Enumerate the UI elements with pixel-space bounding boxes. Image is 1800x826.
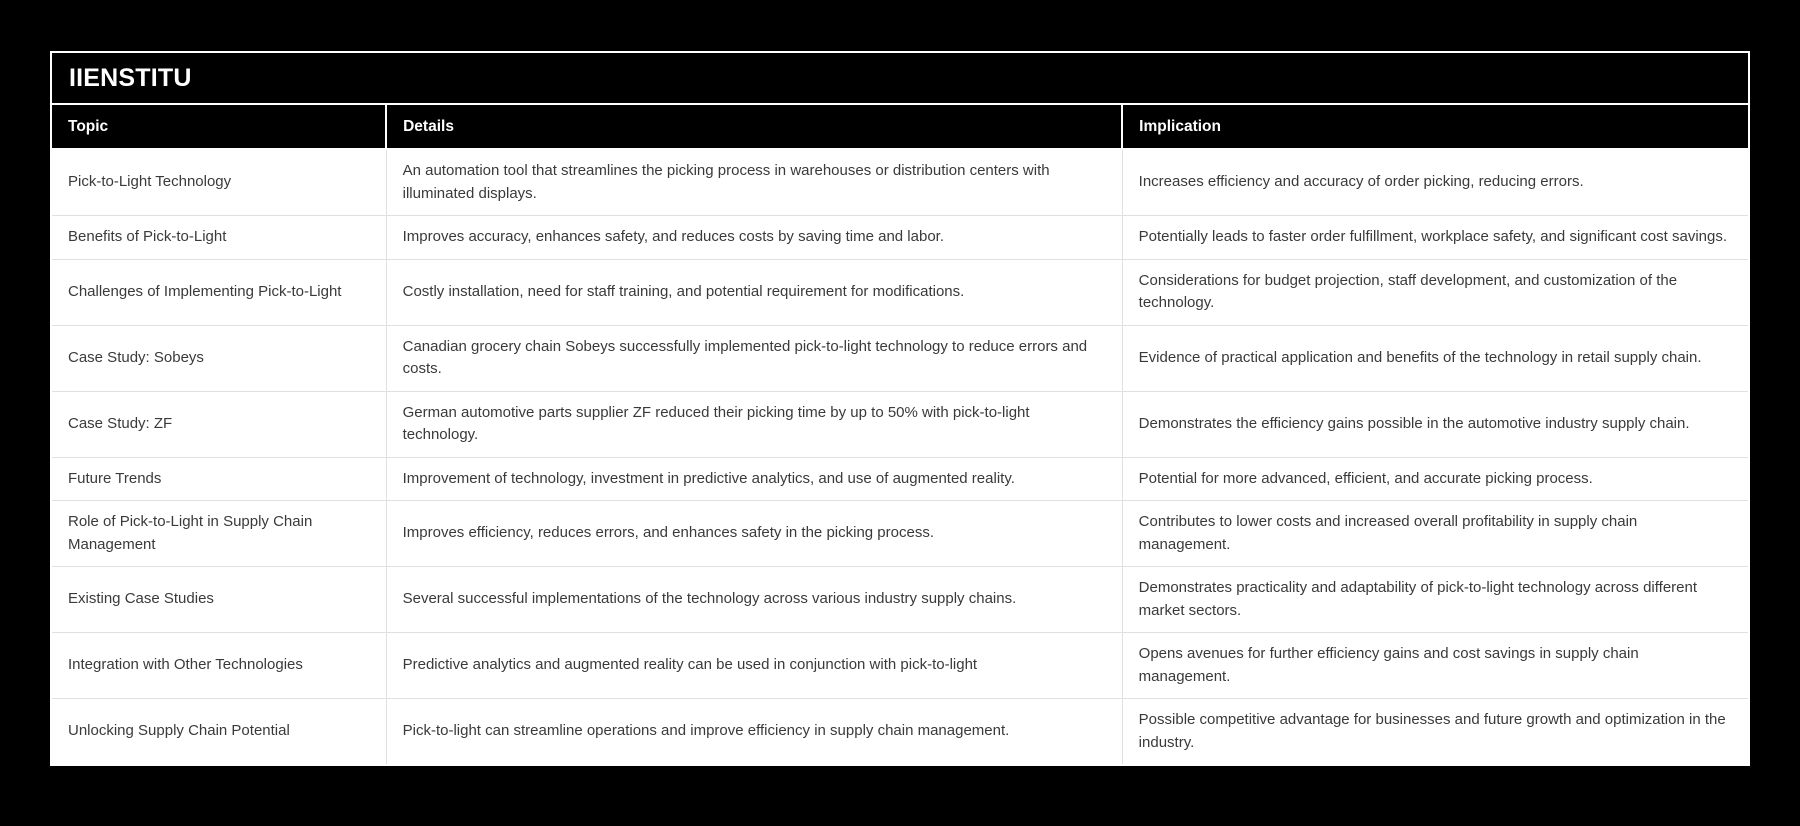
- topic-cell: Case Study: ZF: [52, 391, 386, 457]
- column-header-implication: Implication: [1122, 105, 1748, 149]
- implication-cell: Contributes to lower costs and increased overall profitability in supply chain management.: [1122, 501, 1748, 567]
- implication-cell: Possible competitive advantage for businesses and future growth and optimization in the industry.: [1122, 699, 1748, 765]
- pick-to-light-table: [52, 105, 1748, 764]
- table-row: [52, 325, 1748, 391]
- table-row: [52, 149, 1748, 216]
- brand-header: [52, 53, 1748, 105]
- implication-cell: Demonstrates practicality and adaptability of pick-to-light technology across different market sectors.: [1122, 567, 1748, 633]
- details-cell: Pick-to-light can streamline operations and improve efficiency in supply chain management.: [386, 699, 1122, 765]
- details-cell: Several successful implementations of the technology across various industry supply chains.: [386, 567, 1122, 633]
- table-header-row: [52, 105, 1748, 149]
- details-cell: Improvement of technology, investment in predictive analytics, and use of augmented reality.: [386, 457, 1122, 501]
- topic-cell: Pick-to-Light Technology: [52, 149, 386, 216]
- topic-cell: Future Trends: [52, 457, 386, 501]
- implication-cell: Considerations for budget projection, staff development, and customization of the technology.: [1122, 259, 1748, 325]
- column-header-topic: Topic: [52, 105, 386, 149]
- table-row: [52, 457, 1748, 501]
- details-cell: An automation tool that streamlines the picking process in warehouses or distribution centers with illuminated displays.: [386, 149, 1122, 216]
- table-row: [52, 633, 1748, 699]
- details-cell: Costly installation, need for staff training, and potential requirement for modifications.: [386, 259, 1122, 325]
- column-header-details: Details: [386, 105, 1122, 149]
- details-cell: Improves accuracy, enhances safety, and reduces costs by saving time and labor.: [386, 216, 1122, 260]
- implication-cell: Potentially leads to faster order fulfillment, workplace safety, and significant cost savings.: [1122, 216, 1748, 260]
- topic-cell: Role of Pick-to-Light in Supply Chain Management: [52, 501, 386, 567]
- table-row: [52, 216, 1748, 260]
- topic-cell: Integration with Other Technologies: [52, 633, 386, 699]
- implication-cell: Potential for more advanced, efficient, and accurate picking process.: [1122, 457, 1748, 501]
- details-cell: Improves efficiency, reduces errors, and enhances safety in the picking process.: [386, 501, 1122, 567]
- topic-cell: Existing Case Studies: [52, 567, 386, 633]
- info-table-panel: [50, 51, 1750, 766]
- topic-cell: Challenges of Implementing Pick-to-Light: [52, 259, 386, 325]
- table-body: [52, 149, 1748, 764]
- implication-cell: Opens avenues for further efficiency gains and cost savings in supply chain management.: [1122, 633, 1748, 699]
- table-row: [52, 699, 1748, 765]
- topic-cell: Benefits of Pick-to-Light: [52, 216, 386, 260]
- implication-cell: Evidence of practical application and benefits of the technology in retail supply chain.: [1122, 325, 1748, 391]
- table-row: [52, 391, 1748, 457]
- details-cell: German automotive parts supplier ZF reduced their picking time by up to 50% with pick-to-light technology.: [386, 391, 1122, 457]
- table-row: [52, 259, 1748, 325]
- details-cell: Predictive analytics and augmented reality can be used in conjunction with pick-to-light: [386, 633, 1122, 699]
- implication-cell: Demonstrates the efficiency gains possible in the automotive industry supply chain.: [1122, 391, 1748, 457]
- implication-cell: Increases efficiency and accuracy of order picking, reducing errors.: [1122, 149, 1748, 216]
- table-row: [52, 567, 1748, 633]
- brand-title: IIENSTITU: [69, 63, 192, 92]
- table-row: [52, 501, 1748, 567]
- topic-cell: Unlocking Supply Chain Potential: [52, 699, 386, 765]
- details-cell: Canadian grocery chain Sobeys successfully implemented pick-to-light technology to reduce errors and costs.: [386, 325, 1122, 391]
- topic-cell: Case Study: Sobeys: [52, 325, 386, 391]
